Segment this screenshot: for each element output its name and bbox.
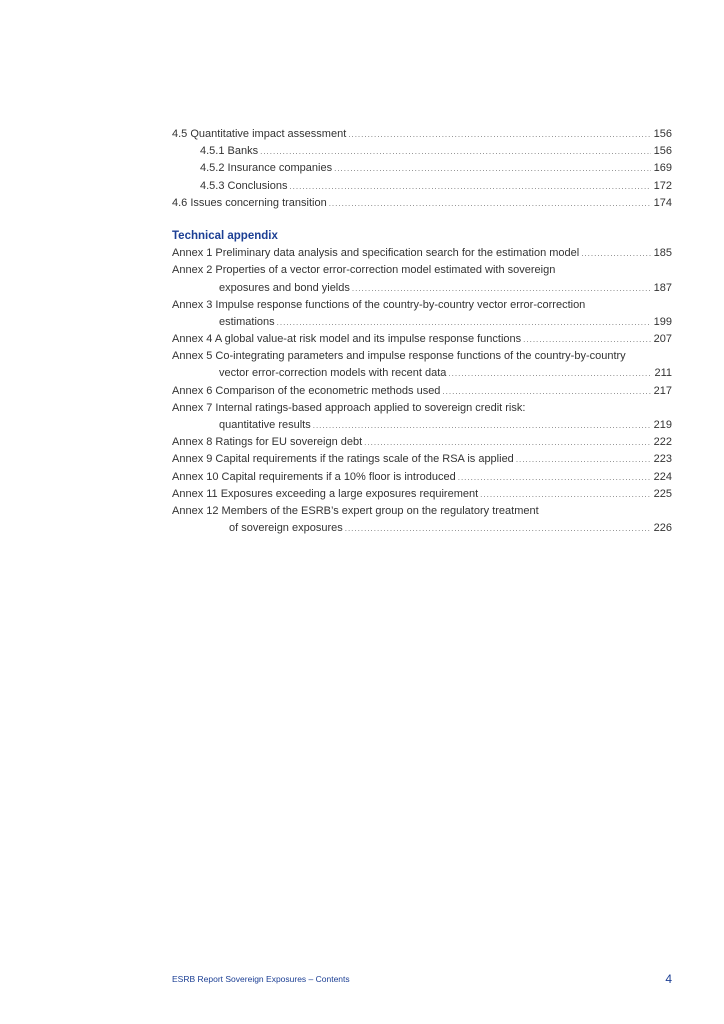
toc-entry-title: Annex 11 Exposures exceeding a large exposures requirement	[172, 487, 479, 500]
toc-entry-continuation[interactable]	[172, 417, 672, 434]
toc-entry-page: 156	[653, 145, 672, 158]
toc-entry[interactable]	[172, 400, 672, 417]
toc-entry-title: 4.6 Issues concerning transition	[172, 196, 327, 209]
toc-entry[interactable]	[172, 178, 672, 195]
table-of-contents	[172, 126, 672, 537]
toc-entry-page: 156	[653, 128, 672, 140]
toc-entry-page: 174	[653, 196, 672, 209]
toc-entry[interactable]	[172, 348, 672, 365]
dot-leader	[345, 520, 651, 537]
toc-entry-title: Annex 4 A global value-at risk model and its impulse response functions	[172, 333, 522, 346]
toc-entry-title: Annex 12 Members of the ESRB’s expert group on the regulatory treatment	[172, 504, 539, 517]
toc-entry[interactable]	[172, 245, 672, 262]
dot-leader	[334, 160, 651, 177]
toc-entry-title: Annex 7 Internal ratings-based approach applied to sovereign credit risk:	[172, 401, 526, 414]
toc-entry[interactable]	[172, 262, 672, 279]
toc-entry[interactable]	[172, 383, 672, 400]
toc-entry-title: Annex 5 Co-integrating parameters and impulse response functions of the country-by-country	[172, 350, 626, 363]
toc-entry[interactable]	[172, 503, 672, 520]
toc-entry-title: 4.5.3 Conclusions	[200, 179, 288, 192]
toc-entry-continuation[interactable]	[172, 314, 672, 331]
dot-leader	[352, 280, 651, 297]
dot-leader	[289, 178, 650, 195]
toc-entry-page: 217	[653, 384, 672, 397]
toc-entry[interactable]	[172, 331, 672, 348]
dot-leader	[458, 469, 651, 486]
dot-leader	[523, 331, 650, 348]
toc-entry-page: 207	[653, 333, 672, 346]
toc-entry-page: 224	[653, 470, 672, 483]
toc-entry[interactable]	[172, 143, 672, 160]
toc-entry-continuation[interactable]	[172, 280, 672, 297]
toc-entry-page: 226	[653, 522, 672, 535]
toc-entry-title: 4.5.1 Banks	[200, 145, 259, 158]
dot-leader	[480, 486, 650, 503]
toc-entry-title: Annex 6 Comparison of the econometric methods used	[172, 384, 441, 397]
dot-leader	[516, 451, 651, 468]
toc-entry-title: of sovereign exposures	[229, 522, 343, 535]
toc-entry-title: Annex 2 Properties of a vector error-correction model estimated with sovereign	[172, 264, 556, 277]
dot-leader	[313, 417, 651, 434]
dot-leader	[442, 383, 650, 400]
toc-entry[interactable]	[172, 469, 672, 486]
toc-entry-page: 219	[653, 419, 672, 431]
toc-entry[interactable]	[172, 126, 672, 143]
toc-entry[interactable]	[172, 160, 672, 177]
footer-text: ESRB Report Sovereign Exposures – Contents	[172, 974, 350, 984]
toc-entry-page: 222	[653, 436, 672, 449]
toc-entry-title: Annex 1 Preliminary data analysis and specification search for the estimation model	[172, 247, 580, 260]
toc-entry-title: Annex 9 Capital requirements if the ratings scale of the RSA is applied	[172, 453, 514, 466]
dot-leader	[581, 245, 650, 262]
dot-leader	[364, 434, 650, 451]
toc-entry-continuation[interactable]	[172, 365, 672, 382]
dot-leader	[448, 365, 651, 382]
toc-entry[interactable]	[172, 297, 672, 314]
toc-entry-title: 4.5.2 Insurance companies	[200, 162, 333, 175]
toc-entry-page: 169	[653, 162, 672, 175]
dot-leader	[277, 314, 651, 331]
page-number: 4	[665, 972, 672, 986]
dot-leader	[260, 143, 651, 160]
toc-entry[interactable]	[172, 486, 672, 503]
dot-leader	[348, 126, 650, 143]
toc-entry-page: 199	[653, 315, 672, 328]
toc-entry-page: 211	[654, 367, 672, 380]
toc-entry-title: Annex 10 Capital requirements if a 10% floor is introduced	[172, 470, 456, 483]
toc-entry-title: 4.5 Quantitative impact assessment	[172, 128, 347, 140]
toc-entry[interactable]	[172, 451, 672, 468]
toc-entry[interactable]	[172, 195, 672, 212]
toc-entry[interactable]	[172, 434, 672, 451]
toc-entry-title: quantitative results	[219, 419, 311, 431]
toc-entry-page: 225	[653, 487, 672, 500]
toc-entry-page: 223	[653, 453, 672, 466]
toc-entry-title: exposures and bond yields	[219, 281, 350, 294]
toc-entry-page: 185	[653, 247, 672, 260]
toc-entry-page: 172	[653, 179, 672, 192]
toc-entry-title: vector error-correction models with recent data	[219, 367, 447, 380]
toc-entry-title: Annex 3 Impulse response functions of the country-by-country vector error-correction	[172, 298, 586, 311]
toc-entry-page: 187	[653, 281, 672, 294]
dot-leader	[329, 195, 651, 212]
toc-entry-title: estimations	[219, 315, 275, 328]
toc-entry-title: Annex 8 Ratings for EU sovereign debt	[172, 436, 363, 449]
appendix-heading: Technical appendix	[172, 229, 278, 242]
toc-entry-continuation[interactable]	[172, 520, 672, 537]
